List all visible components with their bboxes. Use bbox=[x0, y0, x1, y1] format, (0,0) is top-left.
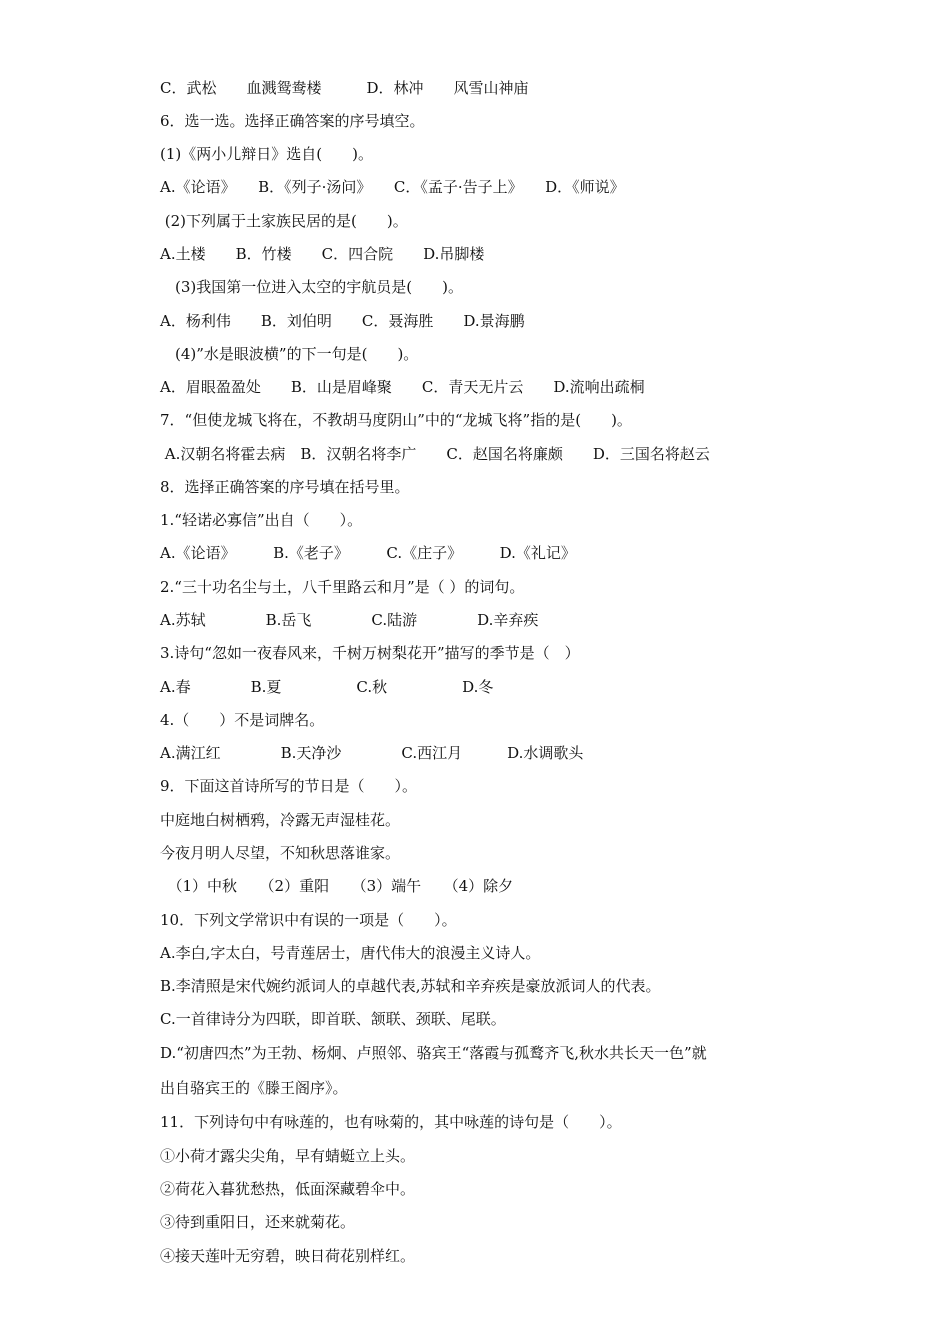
sub-question: (3)我国第一位进入太空的宇航员是( )。 bbox=[160, 278, 463, 296]
poem-option: ④接天莲叶无穷碧，映日荷花别样红。 bbox=[160, 1247, 416, 1265]
option-line: C．武松 血溅鸳鸯楼 D．林冲 风雪山神庙 bbox=[160, 79, 529, 97]
sub-question: 2.“三十功名尘与土，八千里路云和月”是（ ）的词句。 bbox=[160, 578, 525, 596]
sub-question: 3.诗句“忽如一夜春风来，千树万树梨花开”描写的季节是（ ） bbox=[160, 644, 580, 662]
question-8: 8．选择正确答案的序号填在括号里。 bbox=[160, 478, 410, 496]
option-line: D.“初唐四杰”为王勃、杨炯、卢照邻、骆宾王“落霞与孤鹜齐飞,秋水共长天一色”就 bbox=[160, 1044, 707, 1062]
option-line: A．眉眼盈盈处 B．山是眉峰聚 C．青天无片云 D.流响出疏桐 bbox=[160, 378, 645, 396]
option-line: A.李白,字太白，号青莲居士，唐代伟大的浪漫主义诗人。 bbox=[160, 944, 541, 962]
question-6: 6．选一选。选择正确答案的序号填空。 bbox=[160, 112, 425, 130]
poem-option: ①小荷才露尖尖角，早有蜻蜓立上头。 bbox=[160, 1147, 416, 1165]
option-line: A．杨利伟 B．刘伯明 C．聂海胜 D.景海鹏 bbox=[160, 312, 525, 330]
poem-option: ③待到重阳日，还来就菊花。 bbox=[160, 1213, 356, 1231]
option-line: A.《论语》 B.《老子》 C.《庄子》 D.《礼记》 bbox=[160, 544, 576, 562]
option-line: A.汉朝名将霍去病 B．汉朝名将李广 C．赵国名将廉颇 D．三国名将赵云 bbox=[160, 445, 710, 463]
question-10: 10．下列文学常识中有误的一项是（ ）。 bbox=[160, 911, 457, 929]
sub-question: (1)《两小儿辩日》选自( )。 bbox=[160, 145, 373, 163]
option-line: B.李清照是宋代婉约派词人的卓越代表,苏轼和辛弃疾是豪放派词人的代表。 bbox=[160, 977, 661, 995]
option-line: A.春 B.夏 C.秋 D.冬 bbox=[160, 678, 494, 696]
option-line: C.一首律诗分为四联，即首联、颔联、颈联、尾联。 bbox=[160, 1010, 506, 1028]
option-line-continued: 出自骆宾王的《滕王阁序》。 bbox=[160, 1079, 348, 1097]
option-line: A.苏轼 B.岳飞 C.陆游 D.辛弃疾 bbox=[160, 611, 539, 629]
question-7: 7．“但使龙城飞将在，不教胡马度阴山”中的“龙城飞将”指的是( )。 bbox=[160, 411, 632, 429]
option-line: A.满江红 B.天净沙 C.西江月 D.水调歌头 bbox=[160, 744, 584, 762]
sub-question: (4)”水是眼波横”的下一句是( )。 bbox=[160, 345, 419, 363]
option-line: A.《论语》 B．《列子·汤问》 C．《孟子·告子上》 D．《师说》 bbox=[160, 178, 625, 196]
poem-line: 中庭地白树栖鸦，冷露无声湿桂花。 bbox=[160, 811, 401, 829]
option-line: （1）中秋 （2）重阳 （3）端午 （4）除夕 bbox=[160, 877, 514, 895]
question-9: 9．下面这首诗所写的节日是（ ）。 bbox=[160, 777, 418, 795]
question-11: 11．下列诗句中有咏莲的，也有咏菊的，其中咏莲的诗句是（ ）。 bbox=[160, 1113, 622, 1131]
sub-question: 4.（ ）不是词牌名。 bbox=[160, 711, 325, 729]
sub-question: (2)下列属于土家族民居的是( )。 bbox=[160, 212, 408, 230]
poem-line: 今夜月明人尽望，不知秋思落谁家。 bbox=[160, 844, 401, 862]
poem-option: ②荷花入暮犹愁热，低面深藏碧伞中。 bbox=[160, 1180, 416, 1198]
sub-question: 1.“轻诺必寡信”出自（ ）。 bbox=[160, 511, 363, 529]
option-line: A.土楼 B．竹楼 C．四合院 D.吊脚楼 bbox=[160, 245, 485, 263]
